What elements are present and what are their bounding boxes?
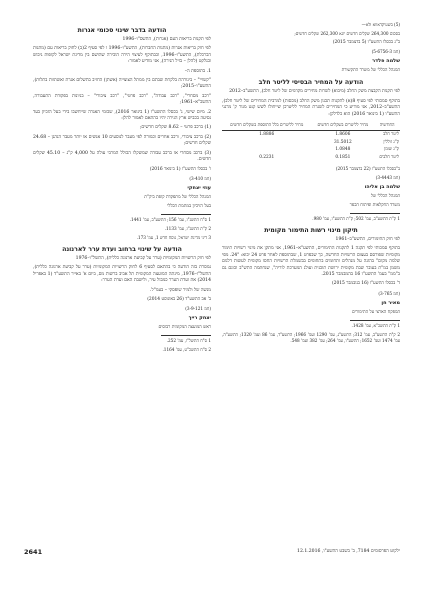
section-title-appeals: הודעה על שינוי ברחוב ועדת ערר לארנונה <box>62 245 182 253</box>
signature-name-2: שלמה בן אליהו <box>364 184 400 191</box>
section-subtitle-milk-price: לפי תקנות הקבצת משק החלב (מיבוא) לשרות מחירים מקדמים של ליטר חלב), התשע"ב–2012 <box>229 89 400 95</box>
footnote: 2 ק"ת התשנ"ו, עמ' 1133. <box>164 225 211 231</box>
table-cell: 1.8886 <box>259 131 275 137</box>
table-cell: 1.8606 <box>335 131 351 137</box>
table-cell: ק"ג שומן <box>384 147 399 153</box>
section-date: ו' בכסלו התשע"ו (1 בינואר 2016) <box>149 166 211 172</box>
signature-title-3: המפקח הארצי על התימורים <box>352 309 400 315</box>
file-number: (חמ 3-410) <box>189 175 211 181</box>
list-item: (2) ברכב ציבורי, ורכב אחרים וכמורה לפי מעבר לנוסעים 10 אנשים או יותר מעבר הנהגן – 24.68 שקלים חדשים; <box>33 134 211 147</box>
signature-name-1: שלמה פלדר <box>372 58 400 65</box>
section-subtitle-appeals: לפי חוק הרשויות המקומיות (ערר על קביעת ארנונה כללית), התשל"ו–1976 <box>75 255 211 261</box>
file-number: (חמ 3-765) <box>378 290 400 296</box>
footnote: 1 ק"ת התשע"ב, עמ' 502; ק"ת התשע"ו, עמ' 980. <box>312 216 400 222</box>
signature-title-2b: משרד החקלאות ופיתוח הכפר <box>349 203 400 209</box>
top-line-2: בסכום 264,300 שקלים חדשים יוגא 262,300 שקלים חדשים; <box>294 31 400 36</box>
table-cell <box>222 146 311 154</box>
signature-title-2a: המנהל הכללי של <box>370 194 400 200</box>
table-row <box>222 139 400 147</box>
table-cell: ליטר חלב <box>383 131 399 137</box>
section-body-milk-price: בתוקף סמכותי לפי סעיף 8(א) לתקנות תכנון משק החלב (מכסות) למרבית המחירים של ליטר חלב), התשע"ב–2012, אני מודיע כי המחירים לשגרת המחיר לליטרכן שייחולו לשש קנט מנור ק' מרגני התשע"ו (1 בינואר 2016) הוא כלדלקן: <box>222 98 400 117</box>
section-title-milk-price: הודעה על המחיר הבסיסי לליטר חלב <box>258 79 364 87</box>
clause-item: 2. מיום שישי, ג' בכסלו התשע"ו (1 בינואר 2016), שכומי האגרה שייחשבו בידי בעל הזכיון בעד נסיעה בכביש ארץ הנירה יהיו בהתאם לאמור להלן: <box>33 109 211 122</box>
milk-price-table <box>222 122 400 162</box>
section-appointee: מנשה של ולמיר שופסקי – בעמ"ל. <box>150 287 211 293</box>
signature-name-3: מאיר חן <box>381 299 400 306</box>
footnote: 3 דיני מדינת ישראל, נוסח חדש 1, עמ' 173. <box>136 234 211 240</box>
clause-subitem: "רכב מסחרי", "רכב עבודה", "רכב פרטי", "רכב ציבורי" – בגיונות בפקודת התעבורה, התשכ"א–1961; <box>33 93 211 106</box>
table-header: מחיר לליטרים בשקלים חדשים <box>317 123 369 129</box>
section-date: ד' בכסלו התשע"ו (16 בנובמבר 2015) <box>331 281 400 287</box>
footnote: 1 ס"ח התשל"ו, עמ' 252. <box>166 338 211 344</box>
table-header: מחיר לליטרים בלל התוספת בשקלים חדשים <box>230 123 304 129</box>
footnote-divider <box>161 335 211 336</box>
table-row <box>222 146 400 154</box>
left-column <box>33 22 211 356</box>
footnote: 1 ס"ח התשנ"ו, עמ' 156; התשע"ב, עמ' 1441. <box>129 216 211 222</box>
signature-title-left-1b: בעל הזיכיון במתמת הכללי <box>167 203 211 209</box>
file-number: (חמ 3-9-121) <box>185 306 211 312</box>
footnote-divider <box>161 214 211 215</box>
section-body-appeals: נמסרת בזה הודעה כי בהתאם לסעיף 6 לחוק הרשויות המקומיות (ערר על קביעת ארנונה כללית), התשל"ו–1976, מינתה המועצה המקומית תל אביב ברשות מס, ביום א' באייר התשע"ד (1 באפריל 2014) את ועדת הערר כמבול עיר, ולישבת האם ועדת הערר: <box>33 265 211 284</box>
table-cell: ליטר חלבים <box>379 155 399 161</box>
signature-name-left-1: עוזי יצחקי <box>187 184 211 191</box>
clause-item: 1. בתוספת ה– <box>184 68 211 74</box>
footnote: 2 ק"ת התשע"ב, עמ' 312; התשע"ג, עמ' 1290 ועמ' 1966; התשע"ד, עמ' 86 ועמ' 1320; התשע"ה, עמ' 1474 ועמ' 1652; התשע"ו, עמ' 264; עמ' 382 ועמ' 548. <box>222 331 400 343</box>
table-row <box>222 154 400 162</box>
table-cell <box>222 139 311 147</box>
table-row <box>222 130 400 138</box>
table-cell: 31.5012 <box>333 139 352 145</box>
signature-name-left-2: יצחק רייך <box>188 315 211 322</box>
top-line-1: (5) בשטיקדאווא ולא— <box>361 22 400 27</box>
right-column <box>222 22 400 347</box>
table-cell: 0.2231 <box>259 155 275 161</box>
list-item: (1) ברכב פרטי – 8.62 שקלים חדשים; <box>139 125 211 131</box>
footnote: 2 ס"ח התשכ"ט, עמ' 1164. <box>162 347 211 353</box>
table-cell: ק"ג זוללין <box>383 139 399 145</box>
section-subtitle-appraiser: לפי חוק התימורים, התשע"ב–1961 <box>335 237 400 243</box>
section-body-fees: לפי חוק בריאות אגרות (מתנות החברות), התשע"ו–1996 ו לפי סעיף 2(ב) לחוק בריאות עם (מתנות הכרכלת), התשע"ו–1996, וכבתוקף לעיצוי הירה הוכירה שהושם בין מדינת ישראל לקופות גיבוש ובנלקט (להלן – בזיל הנירה), אני מודיע לאמור: <box>33 46 211 65</box>
top-file-number: (חמ 5-6756-3) <box>371 49 400 55</box>
footnote-divider <box>350 213 400 214</box>
clause-subitem: "קשויי" – בינורהת בלקחת שבתם בין ממתל הצוצייה (אשתן) החזיב בתשלום אגרת ואשתוות בתלות), התשע"ו–2015; <box>33 78 211 90</box>
signature-title-left-2: ראש המועצה המקומית רבוסים <box>158 325 211 331</box>
section-date: ב' אב התשע"ד (26 באוגוסט 2014) <box>147 296 211 302</box>
section-title-appraiser: תיקון מינוי רשות התימור מקומית <box>264 227 358 235</box>
section-body-appraiser: בתוקף סמכותי לפי תקנה 1 לתקנות התימורים, התשע"א–1961, אני מתקן את מינוי רשויות תימור מקומיות שפורסם בעצום הרשויות החדשה, כך שבפרט 1, שבתוספת לאחר פרט 24 יבוא: "24. מפי שלמה מקום" בהזנה על מנהלים ותחומים בתחומים בבשמלת הרשויות החסו מקומית לעשות דלגום משמן במ"ת בעובר שבת מקומית ירושת תוכנית ועולג המערכת לוריה", שנחתמה התש"ב וכונם גם ב"ממ" בעמ' התשע"ו 16 בהמבמבר 2015. <box>222 246 400 278</box>
running-title: ילקוט הפרסומים 7184, ב' בשבט התשע"ו, 12.1.2016 <box>297 549 400 554</box>
section-title-fees: הודעה בדבר שינוי סכומי אגרות <box>77 27 167 34</box>
list-item: (3) ברכב מסחרי או ברכב עבודה שמשקלו הכולל המרבי עולה על 4,000 ק"ג – 45.10 שקלים חדשים. <box>33 150 211 163</box>
file-number: (חמ 3-4443) <box>375 175 400 181</box>
top-date: ב"ג בכסלו התשע"ו (5 בדצמבר 2015) <box>332 40 400 45</box>
footnote-divider <box>350 320 400 321</box>
table-cell: 0.1851 <box>335 155 351 161</box>
section-subtitle-fees: לפי תקנות בריאות העם (אגרות), התשס"ו–1996 <box>122 37 211 42</box>
footnote: 1 ק"ת התשכ"א, עמ' 1428. <box>351 322 400 328</box>
table-date-note: ב"בסכלו התשע"ו (22 בדצמבר 2015) <box>335 166 400 172</box>
signature-title-1: המנהל הכללי של משרד התקשורת <box>341 68 400 74</box>
table-header: החודשיה <box>379 123 395 129</box>
table-cell: 1.0848 <box>335 147 351 153</box>
signature-title-left-1a: המנהל הכללי של מתפקדת קופת ביק"ת <box>144 194 211 200</box>
page-number: 2641 <box>24 548 43 556</box>
